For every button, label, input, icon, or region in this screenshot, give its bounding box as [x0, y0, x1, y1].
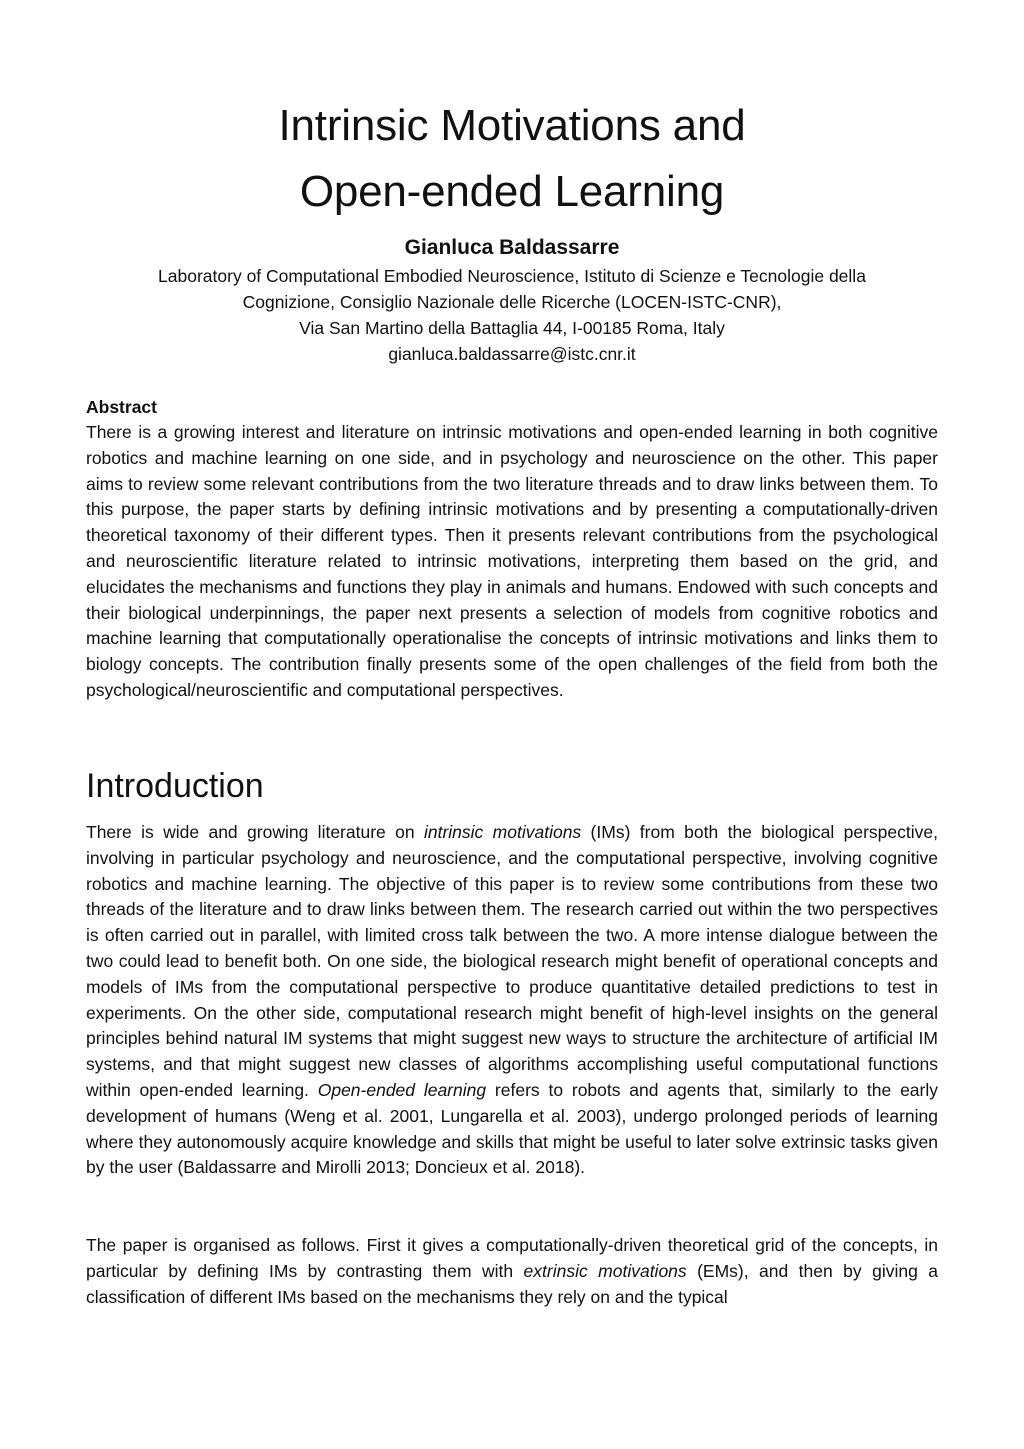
- intro-p1-emphasis-1: intrinsic motivations: [423, 822, 582, 842]
- abstract-heading: Abstract: [86, 397, 157, 417]
- author-email: gianluca.baldassarre@istc.cnr.it: [388, 344, 636, 364]
- intro-p1-text-b: (IMs) from both the biological perspective, involving in particular psychology and neuroscience, and the computational perspective, involving cognitive robotics and machine learning. The objective of this paper is to review some contributions from these two threads of the literature and to draw links between them. The research carried out within the two perspectives is often carried out in parallel, with limited cross talk between the two. A more intense dialogue between the two could lead to benefit both. On one side, the biological research might benefit of operational concepts and models of IMs from the computational perspective to produce quantitative detailed predictions to test in experiments. On the other side, computational research might benefit of high-level insights on the general principles behind natural IM systems that might suggest new ways to structure the architecture of artificial IM systems, and that might suggest new classes of algorithms accomplishing useful computational functions within open-ended learning.: [86, 822, 938, 1100]
- affiliation-line-1: Laboratory of Computational Embodied Neuroscience, Istituto di Scienze e Tecnologie della: [158, 266, 866, 286]
- abstract-text: There is a growing interest and literature on intrinsic motivations and open-ended learning in both cognitive robotics and machine learning on one side, and in psychology and neuroscience on the other. This paper aims to review some relevant contributions from the two literature threads and to draw links between them. To this purpose, the paper starts by defining intrinsic motivations and by presenting a computationally-driven theoretical taxonomy of their different types. Then it presents relevant contributions from the psychological and neuroscientific literature related to intrinsic motivations, interpreting them based on the grid, and elucidates the mechanisms and functions they play in animals and humans. Endowed with such concepts and their biological underpinnings, the paper next presents a selection of models from cognitive robotics and machine learning that computationally operationalise the concepts of intrinsic motivations and links them to biology concepts. The contribution finally presents some of the open challenges of the field from both the psychological/neuroscientific and computational perspectives.: [86, 422, 938, 700]
- intro-p2-text-a: The paper is organised as follows. First it gives a computationally-driven theoretical grid of the concepts, in particular by defining IMs by contrasting them with: [86, 1235, 938, 1281]
- affiliation-line-3: Via San Martino della Battaglia 44, I-00185 Roma, Italy: [299, 318, 725, 338]
- affiliation-line-2: Cognizione, Consiglio Nazionale delle Ricerche (LOCEN-ISTC-CNR),: [242, 292, 782, 312]
- intro-p2-text-b: (EMs), and then by giving a classification of different IMs based on the mechanisms they rely on and the typical: [86, 1260, 938, 1307]
- introduction-heading: Introduction: [86, 767, 264, 805]
- introduction-paragraph-1: [86, 820, 938, 1181]
- author-affiliation: [86, 263, 938, 367]
- intro-p1-emphasis-2: Open-ended learning: [317, 1079, 487, 1100]
- title-line-2: Open-ended Learning: [299, 167, 725, 216]
- introduction-paragraph-2: [86, 1233, 938, 1310]
- author-name: Gianluca Baldassarre: [404, 236, 620, 259]
- intro-p2-emphasis-1: extrinsic motivations: [523, 1260, 687, 1281]
- title-line-1: Intrinsic Motivations and: [278, 101, 746, 150]
- intro-p1-text-a: There is wide and growing literature on: [86, 822, 424, 842]
- intro-p1-text-c: refers to robots and agents that, similarly to the early development of humans (Weng et al. 2001, Lungarella et al. 2003), undergo prolonged periods of learning where they autonomously acquire knowledge and skills that might be useful to later solve extrinsic tasks given by the user (Baldassarre and Mirolli 2013; Doncieux et al. 2018).: [86, 1079, 938, 1178]
- paper-title: [86, 93, 938, 225]
